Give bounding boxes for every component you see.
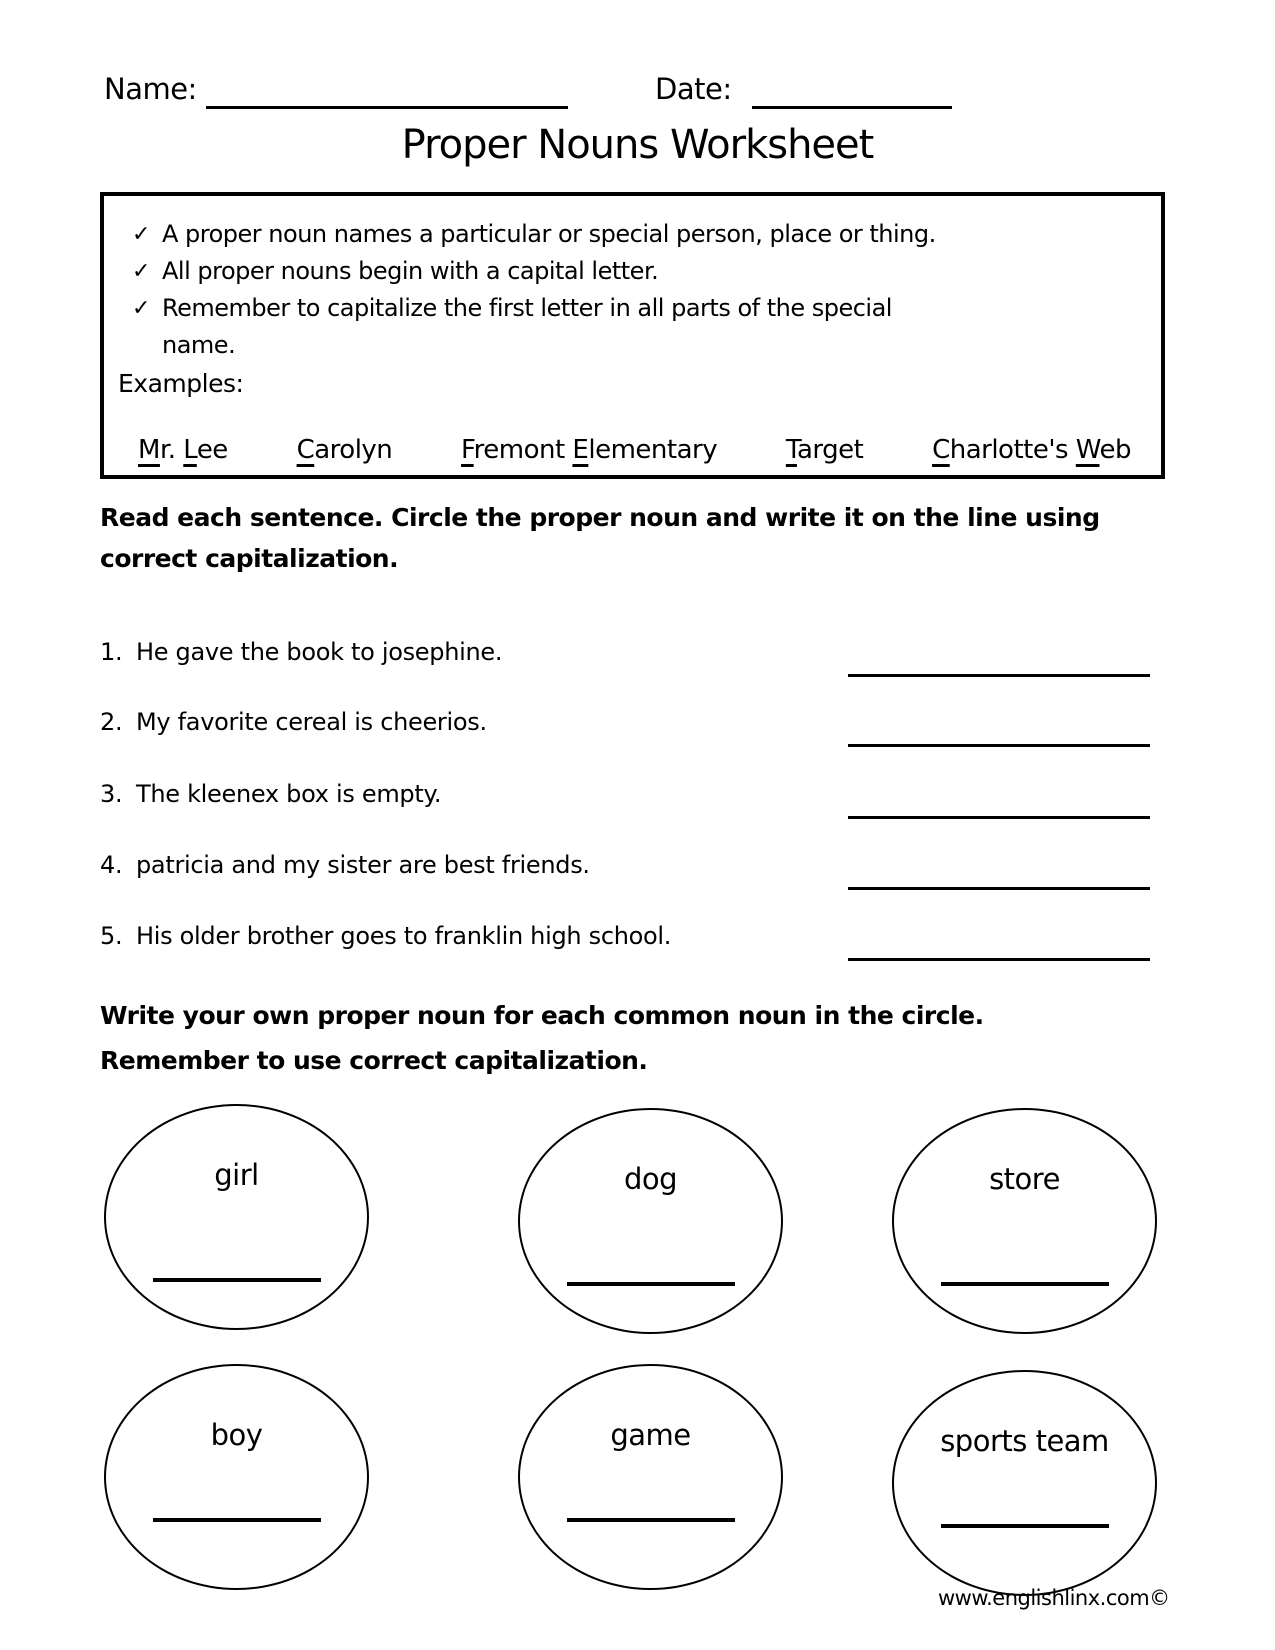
noun-circle	[518, 1364, 783, 1590]
example-item: Carolyn	[296, 435, 393, 465]
noun-circle	[104, 1104, 369, 1330]
sentence-number: 4.	[100, 851, 123, 879]
examples-row	[138, 435, 1131, 465]
noun-circle	[892, 1370, 1157, 1596]
section2-instructions: Write your own proper noun for each common noun in the circle. Remember to use correct capitalization.	[100, 1001, 984, 1075]
answer-blank-line	[848, 674, 1150, 677]
rule-item	[118, 253, 1143, 290]
sentence-row	[100, 922, 1175, 950]
date-label: Date:	[655, 72, 732, 106]
check-icon: ✓	[132, 222, 150, 247]
sentence-row	[100, 780, 1175, 808]
rule-text: All proper nouns begin with a capital letter.	[162, 257, 659, 285]
sentence-text: He gave the book to josephine.	[136, 638, 503, 666]
rules-box	[100, 192, 1165, 479]
sentence-number: 5.	[100, 922, 123, 950]
circle-label: game	[610, 1418, 691, 1452]
answer-blank-line	[848, 744, 1150, 747]
sentence-row	[100, 638, 1175, 666]
section1-instructions: Read each sentence. Circle the proper noun and write it on the line using correct capitalization.	[100, 503, 1100, 573]
rule-text-continued: name.	[162, 331, 236, 359]
circle-label: dog	[623, 1162, 678, 1196]
rule-item	[118, 216, 1143, 253]
example-item: Fremont Elementary	[461, 435, 718, 465]
example-item: Target	[785, 435, 864, 465]
sentence-row	[100, 708, 1175, 736]
sentence-text: patricia and my sister are best friends.	[136, 851, 590, 879]
example-item: Mr. Lee	[138, 435, 228, 465]
answer-blank-line	[848, 816, 1150, 819]
sentence-number: 2.	[100, 708, 123, 736]
name-label: Name:	[104, 72, 197, 106]
circle-label: boy	[210, 1418, 263, 1452]
sentence-text: The kleenex box is empty.	[136, 780, 442, 808]
footer-credit: www.englishlinx.com©	[938, 1586, 1170, 1610]
circle-blank-line	[153, 1518, 321, 1522]
rule-text: Remember to capitalize the first letter in all parts of the special	[162, 294, 892, 322]
noun-circle	[104, 1364, 369, 1590]
check-icon: ✓	[132, 296, 150, 321]
sentence-number: 3.	[100, 780, 123, 808]
sentence-text: My favorite cereal is cheerios.	[136, 708, 487, 736]
circle-label: store	[989, 1162, 1060, 1196]
rule-item	[118, 290, 1143, 364]
circle-blank-line	[567, 1518, 735, 1522]
circle-blank-line	[567, 1282, 735, 1286]
examples-label: Examples:	[118, 369, 244, 398]
circle-label: sports team	[940, 1424, 1109, 1458]
circle-blank-line	[153, 1278, 321, 1282]
rule-text: A proper noun names a particular or special person, place or thing.	[162, 220, 936, 248]
circle-blank-line	[941, 1282, 1109, 1286]
sentence-row	[100, 851, 1175, 879]
example-item: Charlotte's Web	[932, 435, 1131, 465]
noun-circle	[892, 1108, 1157, 1334]
name-blank-line	[206, 106, 568, 109]
circle-label: girl	[214, 1158, 259, 1192]
sentence-text: His older brother goes to franklin high school.	[136, 922, 672, 950]
sentence-number: 1.	[100, 638, 123, 666]
page-title: Proper Nouns Worksheet	[401, 122, 874, 168]
check-icon: ✓	[132, 259, 150, 284]
answer-blank-line	[848, 958, 1150, 961]
answer-blank-line	[848, 887, 1150, 890]
circle-blank-line	[941, 1524, 1109, 1528]
date-blank-line	[752, 106, 952, 109]
noun-circle	[518, 1108, 783, 1334]
